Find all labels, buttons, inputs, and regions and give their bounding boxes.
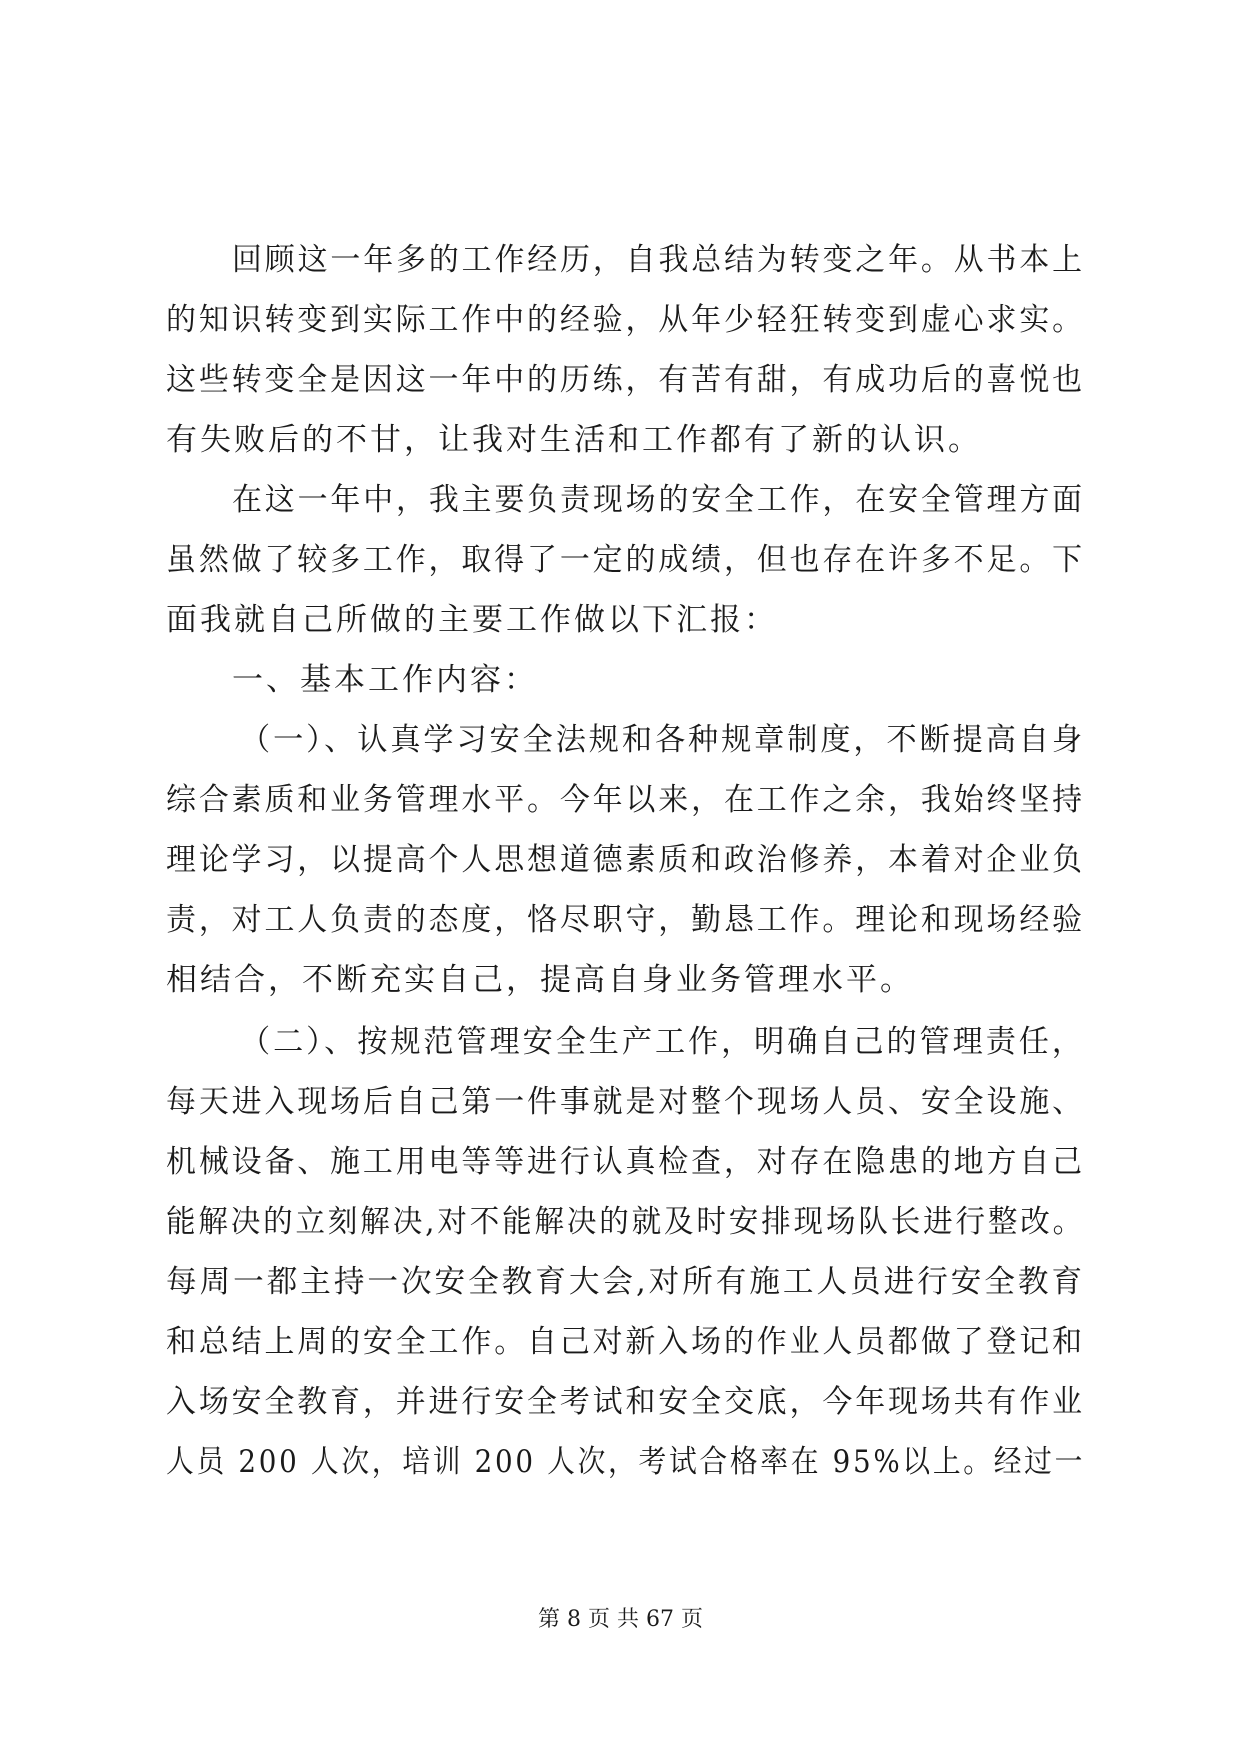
text-line: 这些转变全是因这一年中的历练，有苦有甜，有成功后的喜悦也	[166, 362, 1085, 398]
text-line: 在这一年中，我主要负责现场的安全工作，在安全管理方面	[232, 482, 1085, 518]
text-line: 回顾这一年多的工作经历，自我总结为转变之年。从书本上	[232, 242, 1085, 278]
text-line: 的知识转变到实际工作中的经验，从年少轻狂转变到虚心求实。	[166, 302, 1085, 338]
text-line: 每天进入现场后自己第一件事就是对整个现场人员、安全设施、	[166, 1084, 1085, 1120]
text-line: （二）、按规范管理安全生产工作，明确自己的管理责任，	[240, 1024, 1085, 1060]
text-line: 能解决的立刻解决,对不能解决的就及时安排现场队长进行整改。	[166, 1204, 1086, 1240]
section-heading: 一、基本工作内容：	[232, 662, 538, 698]
text-line: 机械设备、施工用电等等进行认真检查，对存在隐患的地方自己	[166, 1144, 1085, 1180]
text-line: 相结合，不断充实自己，提高自身业务管理水平。	[166, 962, 914, 998]
text-line: 和总结上周的安全工作。自己对新入场的作业人员都做了登记和	[166, 1324, 1085, 1360]
text-line: 责，对工人负责的态度，恪尽职守，勤恳工作。理论和现场经验	[166, 902, 1085, 938]
text-line: 虽然做了较多工作，取得了一定的成绩，但也存在许多不足。下	[166, 542, 1085, 578]
text-line: （一）、认真学习安全法规和各种规章制度，不断提高自身	[240, 722, 1085, 758]
text-line: 面我就自己所做的主要工作做以下汇报：	[166, 602, 778, 638]
text-line: 人员 200 人次，培训 200 人次，考试合格率在 95%以上。经过一	[166, 1444, 1086, 1480]
text-line: 每周一都主持一次安全教育大会,对所有施工人员进行安全教育	[166, 1264, 1086, 1300]
text-line: 入场安全教育，并进行安全考试和安全交底，今年现场共有作业	[166, 1384, 1085, 1420]
text-line: 有失败后的不甘，让我对生活和工作都有了新的认识。	[166, 422, 982, 458]
text-line: 理论学习，以提高个人思想道德素质和政治修养，本着对企业负	[166, 842, 1085, 878]
page-number-footer: 第 8 页 共 67 页	[538, 1607, 703, 1632]
text-line: 综合素质和业务管理水平。今年以来，在工作之余，我始终坚持	[166, 782, 1085, 818]
